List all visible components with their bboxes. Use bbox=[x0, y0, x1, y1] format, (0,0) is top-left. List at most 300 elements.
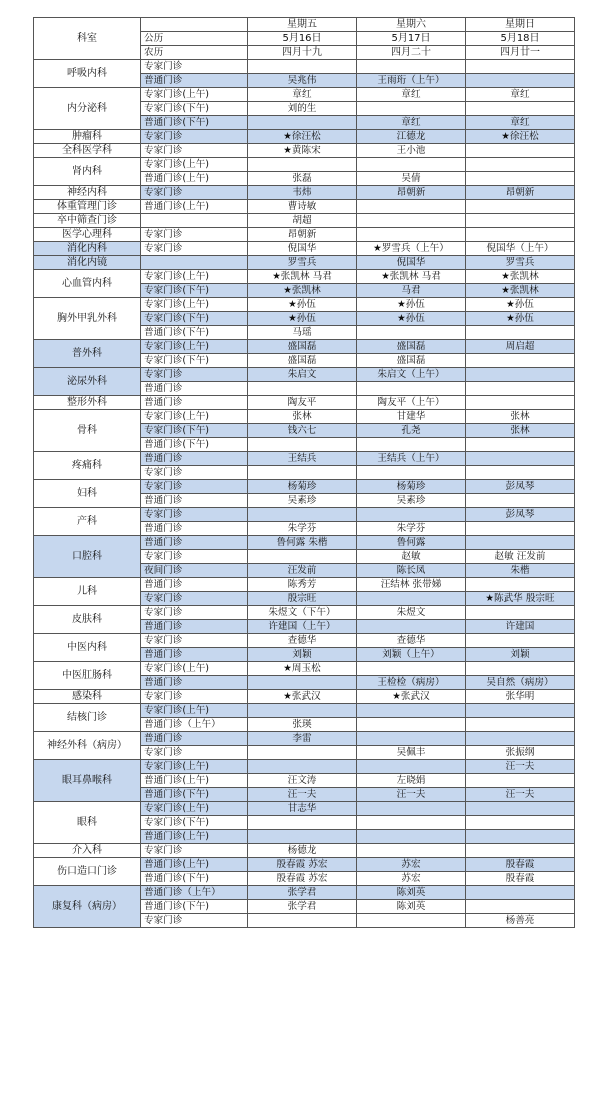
department-name: 肿瘤科 bbox=[34, 130, 141, 144]
department-name: 眼科 bbox=[34, 802, 141, 844]
department-name: 口腔科 bbox=[34, 536, 141, 578]
department-name: 神经内科 bbox=[34, 186, 141, 200]
doctor-cell-fri: 章红 bbox=[248, 88, 357, 102]
doctor-cell-sat bbox=[357, 102, 466, 116]
department-name: 妇科 bbox=[34, 480, 141, 508]
department-name: 胸外甲乳外科 bbox=[34, 298, 141, 340]
doctor-cell-sun bbox=[466, 102, 575, 116]
doctor-cell-fri: 罗雪兵 bbox=[248, 256, 357, 270]
doctor-cell-sun: 汪一夫 bbox=[466, 760, 575, 774]
table-row bbox=[34, 340, 575, 354]
doctor-cell-fri: 汪文涛 bbox=[248, 774, 357, 788]
doctor-cell-sat bbox=[357, 718, 466, 732]
doctor-cell-sun bbox=[466, 438, 575, 452]
doctor-cell-sun: ★陈武华 殷宗旺 bbox=[466, 592, 575, 606]
clinic-type: 专家门诊 bbox=[141, 186, 248, 200]
clinic-type: 专家门诊(上午) bbox=[141, 88, 248, 102]
doctor-cell-sun bbox=[466, 886, 575, 900]
doctor-cell-sat bbox=[357, 830, 466, 844]
clinic-type: 专家门诊 bbox=[141, 606, 248, 620]
doctor-cell-sun: 罗雪兵 bbox=[466, 256, 575, 270]
department-name: 体重管理门诊 bbox=[34, 200, 141, 214]
doctor-cell-sun: 昂朝新 bbox=[466, 186, 575, 200]
doctor-cell-sat: 朱启文（上午） bbox=[357, 368, 466, 382]
clinic-type: 普通门诊(上午) bbox=[141, 830, 248, 844]
doctor-cell-sat: 朱学芬 bbox=[357, 522, 466, 536]
doctor-cell-fri bbox=[248, 704, 357, 718]
table-row bbox=[34, 158, 575, 172]
doctor-cell-sun bbox=[466, 536, 575, 550]
doctor-cell-fri: 吴素珍 bbox=[248, 494, 357, 508]
clinic-type: 专家门诊 bbox=[141, 914, 248, 928]
doctor-cell-fri bbox=[248, 466, 357, 480]
gongli-label: 公历 bbox=[141, 32, 248, 46]
clinic-type: 专家门诊 bbox=[141, 550, 248, 564]
doctor-cell-fri: 杨德龙 bbox=[248, 844, 357, 858]
doctor-cell-sat: 吴佩丰 bbox=[357, 746, 466, 760]
clinic-type: 专家门诊(上午) bbox=[141, 158, 248, 172]
clinic-type: 专家门诊(上午) bbox=[141, 270, 248, 284]
clinic-type: 专家门诊 bbox=[141, 466, 248, 480]
doctor-cell-sat: 陈刘英 bbox=[357, 886, 466, 900]
doctor-cell-sat bbox=[357, 158, 466, 172]
doctor-cell-fri: 王结兵 bbox=[248, 452, 357, 466]
doctor-cell-sun: 朱楷 bbox=[466, 564, 575, 578]
dept-header: 科室 bbox=[34, 18, 141, 60]
doctor-cell-fri: 杨菊珍 bbox=[248, 480, 357, 494]
doctor-cell-sat: 陈刘英 bbox=[357, 900, 466, 914]
doctor-cell-sat: 孔尧 bbox=[357, 424, 466, 438]
doctor-cell-sun bbox=[466, 396, 575, 410]
clinic-type bbox=[141, 214, 248, 228]
table-row bbox=[34, 760, 575, 774]
doctor-cell-sun bbox=[466, 816, 575, 830]
doctor-cell-sat: 王雨珩（上午） bbox=[357, 74, 466, 88]
table-row bbox=[34, 410, 575, 424]
doctor-cell-sun: 彭凤琴 bbox=[466, 480, 575, 494]
doctor-cell-sat: 汪结林 张带娣 bbox=[357, 578, 466, 592]
department-name: 呼吸内科 bbox=[34, 60, 141, 88]
doctor-cell-sat: 左晓娟 bbox=[357, 774, 466, 788]
clinic-type: 专家门诊(上午) bbox=[141, 662, 248, 676]
department-name: 皮肤科 bbox=[34, 606, 141, 634]
doctor-cell-sun bbox=[466, 74, 575, 88]
department-name: 感染科 bbox=[34, 690, 141, 704]
department-name: 全科医学科 bbox=[34, 144, 141, 158]
clinic-type: 专家门诊 bbox=[141, 242, 248, 256]
doctor-cell-sun: ★张凯林 bbox=[466, 284, 575, 298]
department-name: 中医内科 bbox=[34, 634, 141, 662]
nongli-label: 农历 bbox=[141, 46, 248, 60]
department-name: 普外科 bbox=[34, 340, 141, 368]
doctor-cell-fri bbox=[248, 116, 357, 130]
doctor-cell-sun bbox=[466, 144, 575, 158]
doctor-cell-sat bbox=[357, 508, 466, 522]
table-row bbox=[34, 256, 575, 270]
doctor-cell-fri bbox=[248, 914, 357, 928]
schedule-body bbox=[34, 18, 575, 928]
doctor-cell-fri: 张学君 bbox=[248, 886, 357, 900]
doctor-cell-fri: 陈秀芳 bbox=[248, 578, 357, 592]
doctor-cell-sat: 王结兵（上午） bbox=[357, 452, 466, 466]
doctor-cell-fri: ★张凯林 bbox=[248, 284, 357, 298]
doctor-cell-sun: ★孙伍 bbox=[466, 298, 575, 312]
doctor-cell-fri bbox=[248, 158, 357, 172]
table-row bbox=[34, 578, 575, 592]
doctor-cell-fri: 殷宗旺 bbox=[248, 592, 357, 606]
doctor-cell-sat bbox=[357, 200, 466, 214]
table-row bbox=[34, 396, 575, 410]
doctor-cell-sat: 朱煜文 bbox=[357, 606, 466, 620]
doctor-cell-sat: 盛国磊 bbox=[357, 354, 466, 368]
doctor-cell-sun: 殷春霞 bbox=[466, 858, 575, 872]
doctor-cell-sat: 赵敏 bbox=[357, 550, 466, 564]
clinic-type: 专家门诊 bbox=[141, 144, 248, 158]
doctor-cell-fri: 倪国华 bbox=[248, 242, 357, 256]
doctor-cell-sun bbox=[466, 382, 575, 396]
department-name: 消化内镜 bbox=[34, 256, 141, 270]
doctor-cell-sun bbox=[466, 214, 575, 228]
doctor-cell-sun: 章红 bbox=[466, 116, 575, 130]
department-name: 心血管内科 bbox=[34, 270, 141, 298]
doctor-cell-fri bbox=[248, 676, 357, 690]
doctor-cell-sat bbox=[357, 760, 466, 774]
gongli-fri: 5月16日 bbox=[248, 32, 357, 46]
doctor-cell-sun: 吴自然（病房） bbox=[466, 676, 575, 690]
doctor-cell-sat bbox=[357, 214, 466, 228]
doctor-cell-sat: 苏宏 bbox=[357, 872, 466, 886]
doctor-cell-sun: 赵敏 汪发前 bbox=[466, 550, 575, 564]
gongli-sat: 5月17日 bbox=[357, 32, 466, 46]
doctor-cell-fri: 朱煜文（下午） bbox=[248, 606, 357, 620]
doctor-cell-fri bbox=[248, 438, 357, 452]
doctor-cell-sun: 周启超 bbox=[466, 340, 575, 354]
table-row bbox=[34, 130, 575, 144]
department-name: 产科 bbox=[34, 508, 141, 536]
doctor-cell-sat: ★张凯林 马君 bbox=[357, 270, 466, 284]
doctor-cell-sat bbox=[357, 816, 466, 830]
duty-schedule-table bbox=[33, 17, 575, 928]
doctor-cell-sat: ★孙伍 bbox=[357, 298, 466, 312]
day-header-sat: 星期六 bbox=[357, 18, 466, 32]
clinic-type: 专家门诊 bbox=[141, 228, 248, 242]
doctor-cell-sun bbox=[466, 802, 575, 816]
clinic-type: 专家门诊(下午) bbox=[141, 816, 248, 830]
doctor-cell-sat: 王小池 bbox=[357, 144, 466, 158]
clinic-type: 专家门诊 bbox=[141, 592, 248, 606]
doctor-cell-sun bbox=[466, 844, 575, 858]
nongli-sat: 四月二十 bbox=[357, 46, 466, 60]
clinic-type: 普通门诊 bbox=[141, 522, 248, 536]
doctor-cell-sat bbox=[357, 620, 466, 634]
doctor-cell-sun: 张林 bbox=[466, 424, 575, 438]
doctor-cell-sun: 殷春霞 bbox=[466, 872, 575, 886]
doctor-cell-sun bbox=[466, 522, 575, 536]
clinic-type: 夜间门诊 bbox=[141, 564, 248, 578]
doctor-cell-sun bbox=[466, 368, 575, 382]
clinic-type: 专家门诊(下午) bbox=[141, 312, 248, 326]
day-header-fri: 星期五 bbox=[248, 18, 357, 32]
table-row bbox=[34, 452, 575, 466]
clinic-type: 普通门诊 bbox=[141, 74, 248, 88]
clinic-type: 专家门诊 bbox=[141, 130, 248, 144]
header-blank bbox=[141, 18, 248, 32]
clinic-type: 普通门诊(下午) bbox=[141, 872, 248, 886]
doctor-cell-sun bbox=[466, 466, 575, 480]
doctor-cell-fri: 昂朝新 bbox=[248, 228, 357, 242]
doctor-cell-sat bbox=[357, 228, 466, 242]
clinic-type: 专家门诊(上午) bbox=[141, 410, 248, 424]
doctor-cell-fri bbox=[248, 816, 357, 830]
doctor-cell-sat: 苏宏 bbox=[357, 858, 466, 872]
doctor-cell-fri: 甘志华 bbox=[248, 802, 357, 816]
doctor-cell-sun bbox=[466, 158, 575, 172]
doctor-cell-fri: ★孙伍 bbox=[248, 298, 357, 312]
doctor-cell-sat bbox=[357, 438, 466, 452]
doctor-cell-sun: 杨善亮 bbox=[466, 914, 575, 928]
doctor-cell-sun bbox=[466, 172, 575, 186]
table-row bbox=[34, 662, 575, 676]
table-row bbox=[34, 88, 575, 102]
department-name: 中医肛肠科 bbox=[34, 662, 141, 690]
table-row bbox=[34, 200, 575, 214]
doctor-cell-fri: 张磊 bbox=[248, 172, 357, 186]
doctor-cell-sun: 彭凤琴 bbox=[466, 508, 575, 522]
clinic-type: 普通门诊(上午) bbox=[141, 172, 248, 186]
doctor-cell-sat: 章红 bbox=[357, 116, 466, 130]
doctor-cell-fri: 马瑶 bbox=[248, 326, 357, 340]
table-row bbox=[34, 270, 575, 284]
doctor-cell-fri: 胡超 bbox=[248, 214, 357, 228]
clinic-type: 普通门诊 bbox=[141, 494, 248, 508]
table-row bbox=[34, 368, 575, 382]
table-row bbox=[34, 634, 575, 648]
doctor-cell-fri: 朱学芬 bbox=[248, 522, 357, 536]
doctor-cell-fri: 查德华 bbox=[248, 634, 357, 648]
clinic-type: 普通门诊(上午) bbox=[141, 858, 248, 872]
doctor-cell-sun: 张林 bbox=[466, 410, 575, 424]
doctor-cell-sat: 吴素珍 bbox=[357, 494, 466, 508]
doctor-cell-sat bbox=[357, 466, 466, 480]
table-row bbox=[34, 480, 575, 494]
table-row bbox=[34, 858, 575, 872]
clinic-type: 普通门诊 bbox=[141, 676, 248, 690]
doctor-cell-sat: 甘建华 bbox=[357, 410, 466, 424]
doctor-cell-sat: 章红 bbox=[357, 88, 466, 102]
doctor-cell-sun bbox=[466, 578, 575, 592]
doctor-cell-sat: 刘颖（上午） bbox=[357, 648, 466, 662]
doctor-cell-sun bbox=[466, 60, 575, 74]
department-name: 骨科 bbox=[34, 410, 141, 452]
doctor-cell-sat: 马君 bbox=[357, 284, 466, 298]
doctor-cell-sat: ★张武汉 bbox=[357, 690, 466, 704]
nongli-fri: 四月十九 bbox=[248, 46, 357, 60]
doctor-cell-sat bbox=[357, 914, 466, 928]
gongli-sun: 5月18日 bbox=[466, 32, 575, 46]
doctor-cell-fri: 张学君 bbox=[248, 900, 357, 914]
doctor-cell-fri: 陶友平 bbox=[248, 396, 357, 410]
doctor-cell-fri bbox=[248, 830, 357, 844]
clinic-type: 专家门诊(上午) bbox=[141, 340, 248, 354]
doctor-cell-sat bbox=[357, 326, 466, 340]
doctor-cell-sun bbox=[466, 732, 575, 746]
doctor-cell-sun: 张振纲 bbox=[466, 746, 575, 760]
doctor-cell-sat: 倪国华 bbox=[357, 256, 466, 270]
clinic-type: 专家门诊 bbox=[141, 368, 248, 382]
table-row bbox=[34, 690, 575, 704]
clinic-type: 专家门诊(上午) bbox=[141, 802, 248, 816]
clinic-type: 普通门诊(上午) bbox=[141, 200, 248, 214]
doctor-cell-sun bbox=[466, 494, 575, 508]
clinic-type: 普通门诊 bbox=[141, 620, 248, 634]
doctor-cell-sun: 章红 bbox=[466, 88, 575, 102]
doctor-cell-fri: 汪一夫 bbox=[248, 788, 357, 802]
doctor-cell-fri: 盛国磊 bbox=[248, 354, 357, 368]
doctor-cell-fri bbox=[248, 760, 357, 774]
doctor-cell-fri: ★黄陈宋 bbox=[248, 144, 357, 158]
clinic-type: 专家门诊(下午) bbox=[141, 102, 248, 116]
department-name: 疼痛科 bbox=[34, 452, 141, 480]
table-row bbox=[34, 228, 575, 242]
doctor-cell-fri: ★周玉松 bbox=[248, 662, 357, 676]
department-name: 泌尿外科 bbox=[34, 368, 141, 396]
table-row bbox=[34, 536, 575, 550]
table-row bbox=[34, 844, 575, 858]
header-days-row bbox=[34, 18, 575, 32]
table-row bbox=[34, 802, 575, 816]
doctor-cell-fri: 韦炜 bbox=[248, 186, 357, 200]
doctor-cell-fri: 张瑛 bbox=[248, 718, 357, 732]
doctor-cell-fri: 曹诗敏 bbox=[248, 200, 357, 214]
doctor-cell-sat: 盛国磊 bbox=[357, 340, 466, 354]
doctor-cell-sun bbox=[466, 718, 575, 732]
clinic-type: 普通门诊 bbox=[141, 382, 248, 396]
doctor-cell-sat: 鲁何露 bbox=[357, 536, 466, 550]
doctor-cell-sat: ★孙伍 bbox=[357, 312, 466, 326]
clinic-type: 专家门诊(下午) bbox=[141, 424, 248, 438]
doctor-cell-sat: 王检检（病房） bbox=[357, 676, 466, 690]
table-row bbox=[34, 298, 575, 312]
department-name: 消化内科 bbox=[34, 242, 141, 256]
doctor-cell-fri: 鲁何露 朱楷 bbox=[248, 536, 357, 550]
table-row bbox=[34, 886, 575, 900]
clinic-type: 专家门诊(上午) bbox=[141, 704, 248, 718]
doctor-cell-sat: 查德华 bbox=[357, 634, 466, 648]
clinic-type: 专家门诊 bbox=[141, 60, 248, 74]
clinic-type: 普通门诊 bbox=[141, 732, 248, 746]
clinic-type: 普通门诊(下午) bbox=[141, 438, 248, 452]
clinic-type: 专家门诊(下午) bbox=[141, 284, 248, 298]
doctor-cell-sun bbox=[466, 326, 575, 340]
department-name: 介入科 bbox=[34, 844, 141, 858]
doctor-cell-sat bbox=[357, 382, 466, 396]
doctor-cell-sun bbox=[466, 830, 575, 844]
doctor-cell-sat: 杨菊珍 bbox=[357, 480, 466, 494]
doctor-cell-sun bbox=[466, 774, 575, 788]
doctor-cell-sat bbox=[357, 802, 466, 816]
clinic-type: 普通门诊(上午) bbox=[141, 774, 248, 788]
department-name: 伤口造口门诊 bbox=[34, 858, 141, 886]
doctor-cell-sun bbox=[466, 452, 575, 466]
doctor-cell-fri: ★徐汪松 bbox=[248, 130, 357, 144]
doctor-cell-sun: 汪一夫 bbox=[466, 788, 575, 802]
doctor-cell-fri bbox=[248, 382, 357, 396]
table-row bbox=[34, 144, 575, 158]
doctor-cell-fri bbox=[248, 746, 357, 760]
department-name: 肾内科 bbox=[34, 158, 141, 186]
doctor-cell-fri: 钱六七 bbox=[248, 424, 357, 438]
doctor-cell-sun bbox=[466, 662, 575, 676]
doctor-cell-fri: 殷春霞 苏宏 bbox=[248, 872, 357, 886]
doctor-cell-sun: ★孙伍 bbox=[466, 312, 575, 326]
doctor-cell-sat bbox=[357, 592, 466, 606]
department-name: 医学心理科 bbox=[34, 228, 141, 242]
clinic-type: 普通门诊 bbox=[141, 648, 248, 662]
doctor-cell-fri: 汪发前 bbox=[248, 564, 357, 578]
clinic-type: 专家门诊(上午) bbox=[141, 760, 248, 774]
department-name: 儿科 bbox=[34, 578, 141, 606]
doctor-cell-sat bbox=[357, 732, 466, 746]
department-name: 神经外科（病房） bbox=[34, 732, 141, 760]
clinic-type: 专家门诊 bbox=[141, 844, 248, 858]
department-name: 眼耳鼻喉科 bbox=[34, 760, 141, 802]
doctor-cell-fri: 吴兆伟 bbox=[248, 74, 357, 88]
doctor-cell-fri: ★孙伍 bbox=[248, 312, 357, 326]
doctor-cell-sun bbox=[466, 900, 575, 914]
clinic-type: 普通门诊（上午） bbox=[141, 886, 248, 900]
doctor-cell-sat: 吴倩 bbox=[357, 172, 466, 186]
doctor-cell-sun: ★徐汪松 bbox=[466, 130, 575, 144]
doctor-cell-fri: 朱启文 bbox=[248, 368, 357, 382]
doctor-cell-sun: 倪国华（上午） bbox=[466, 242, 575, 256]
doctor-cell-sun: 刘颖 bbox=[466, 648, 575, 662]
doctor-cell-sat bbox=[357, 704, 466, 718]
doctor-cell-sun: ★张凯林 bbox=[466, 270, 575, 284]
clinic-type: 专家门诊(下午) bbox=[141, 354, 248, 368]
doctor-cell-sun bbox=[466, 704, 575, 718]
department-name: 卒中筛查门诊 bbox=[34, 214, 141, 228]
table-row bbox=[34, 242, 575, 256]
table-row bbox=[34, 606, 575, 620]
clinic-type: 普通门诊 bbox=[141, 452, 248, 466]
clinic-type: 普通门诊 bbox=[141, 536, 248, 550]
doctor-cell-sun bbox=[466, 228, 575, 242]
doctor-cell-sun: 张华明 bbox=[466, 690, 575, 704]
doctor-cell-sat: ★罗雪兵（上午） bbox=[357, 242, 466, 256]
clinic-type: 专家门诊 bbox=[141, 508, 248, 522]
day-header-sun: 星期日 bbox=[466, 18, 575, 32]
clinic-type: 普通门诊(下午) bbox=[141, 788, 248, 802]
doctor-cell-fri: ★张凯林 马君 bbox=[248, 270, 357, 284]
department-name: 整形外科 bbox=[34, 396, 141, 410]
doctor-cell-sat: 昂朝新 bbox=[357, 186, 466, 200]
table-row bbox=[34, 214, 575, 228]
table-row bbox=[34, 60, 575, 74]
doctor-cell-fri: 李雷 bbox=[248, 732, 357, 746]
clinic-type: 专家门诊(上午) bbox=[141, 298, 248, 312]
clinic-type: 普通门诊 bbox=[141, 396, 248, 410]
clinic-type: 专家门诊 bbox=[141, 634, 248, 648]
clinic-type bbox=[141, 256, 248, 270]
doctor-cell-sat bbox=[357, 662, 466, 676]
table-row bbox=[34, 508, 575, 522]
doctor-cell-fri: 刘颖 bbox=[248, 648, 357, 662]
doctor-cell-sun bbox=[466, 634, 575, 648]
clinic-type: 普通门诊(下午) bbox=[141, 900, 248, 914]
department-name: 内分泌科 bbox=[34, 88, 141, 130]
doctor-cell-fri bbox=[248, 60, 357, 74]
doctor-cell-sun: 许建国 bbox=[466, 620, 575, 634]
